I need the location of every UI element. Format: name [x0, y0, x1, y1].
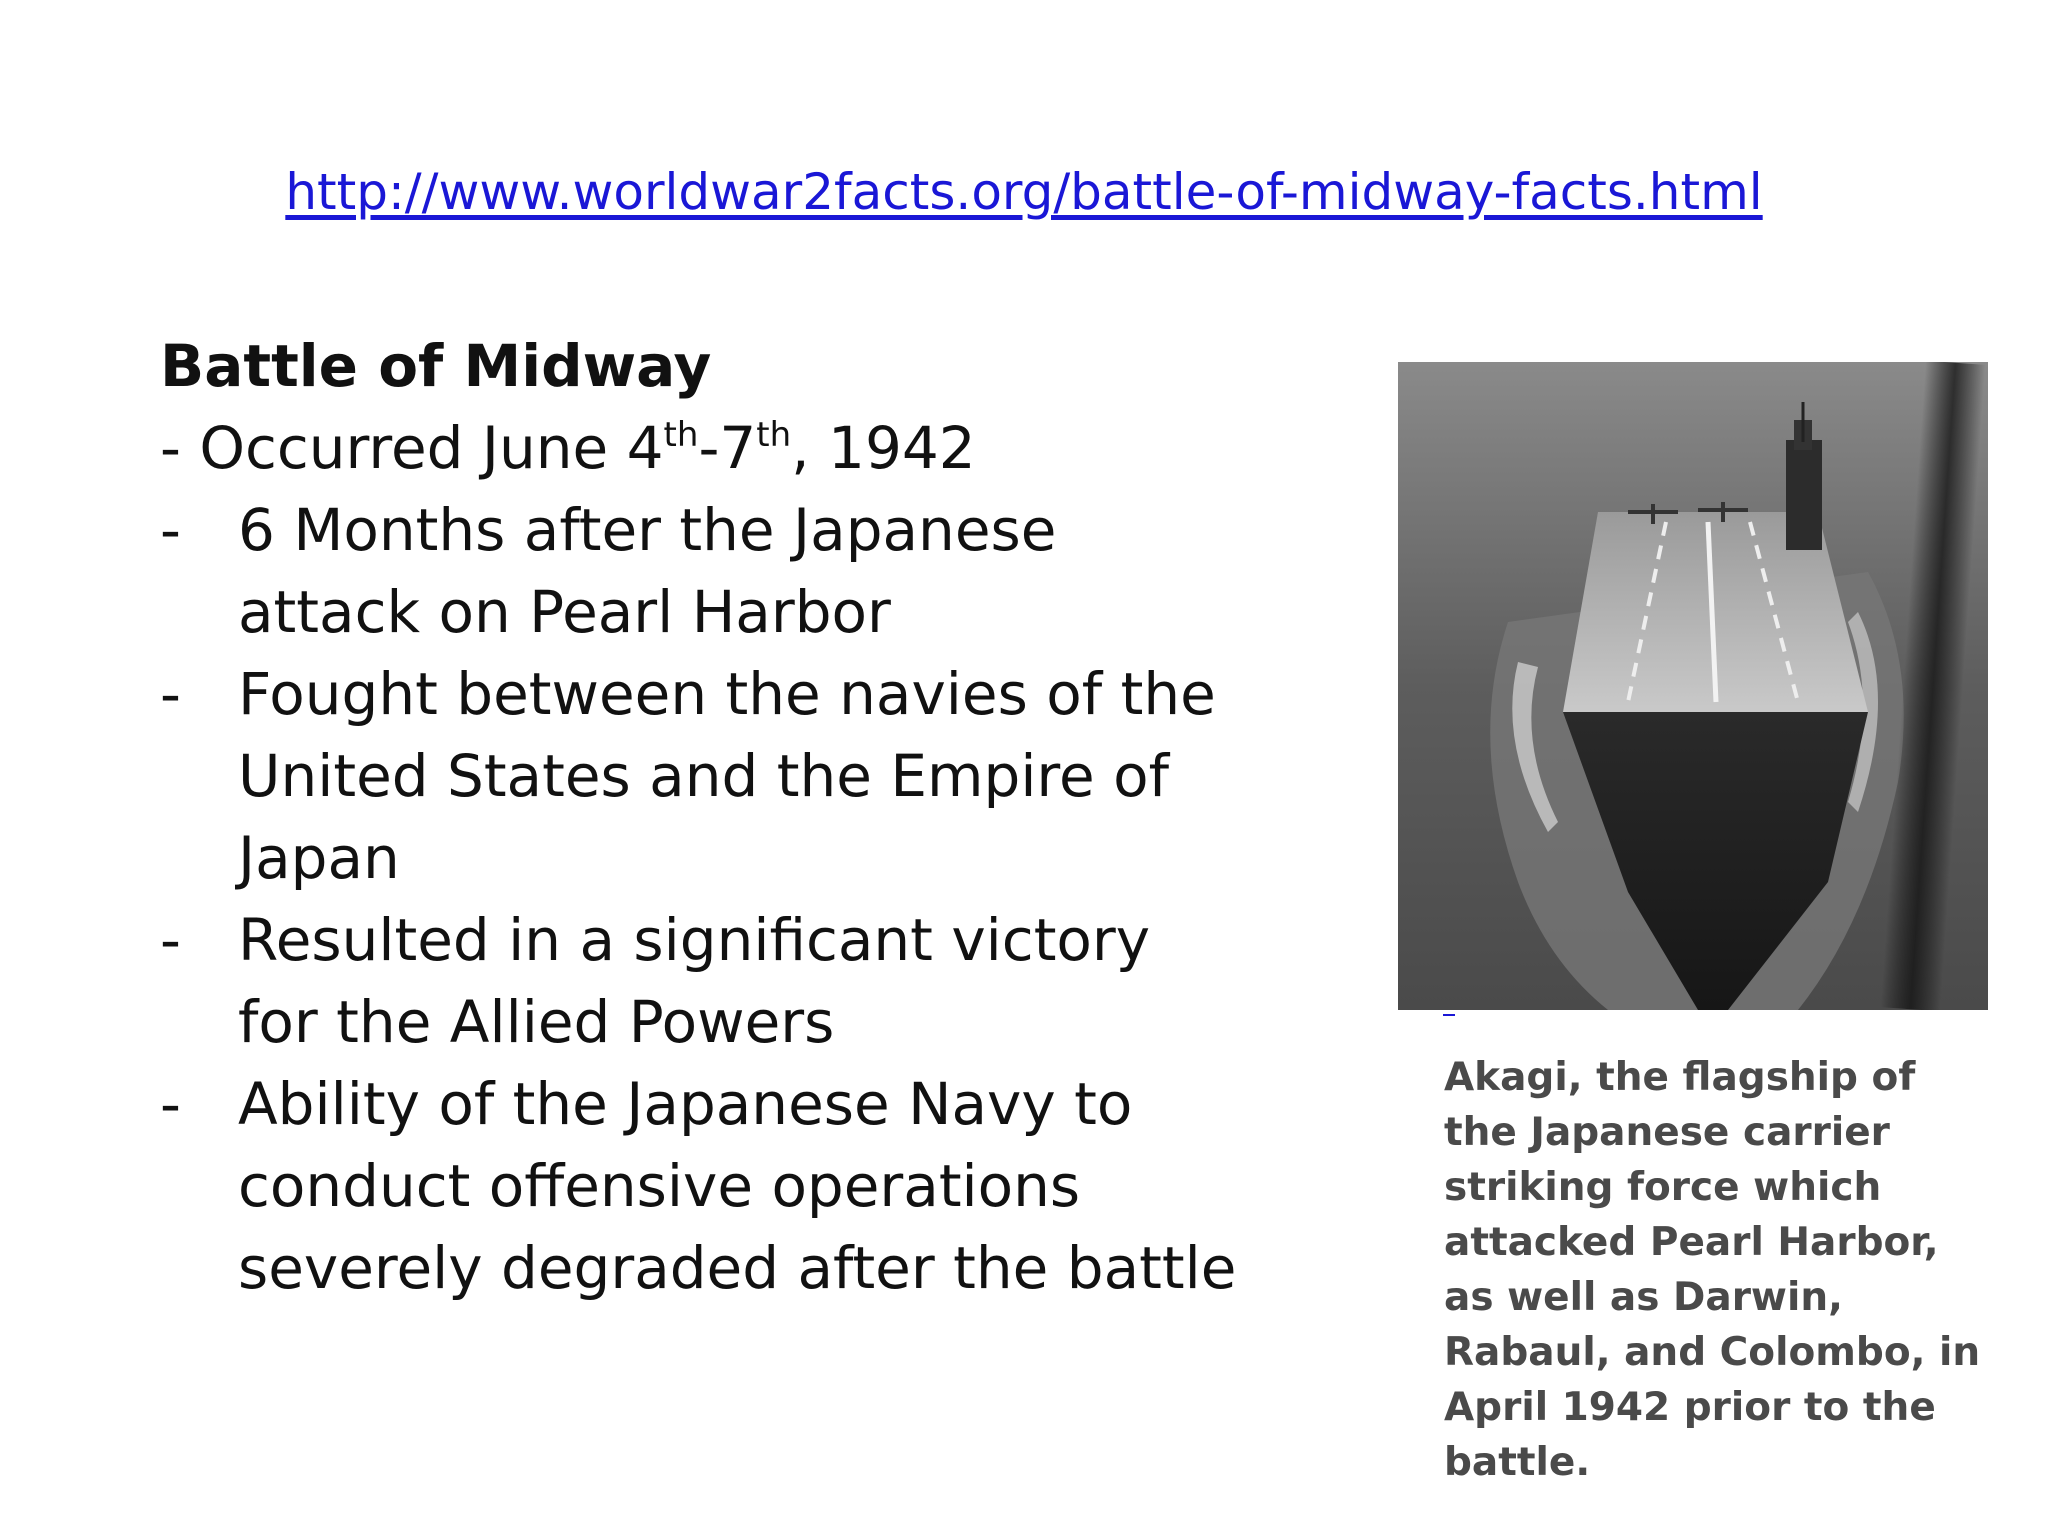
bullet-text: Resulted in a significant victory for the Allied Powers [238, 906, 1151, 1056]
date-superscript-1: th [663, 415, 699, 455]
bullet-item [160, 489, 1240, 653]
bullet-text: 6 Months after the Japanese attack on Pearl Harbor [238, 496, 1057, 646]
bullet-list [160, 489, 1240, 1309]
bullet-text: Fought between the navies of the United States and the Empire of Japan [238, 660, 1216, 892]
bullet-dash: - [160, 906, 181, 974]
main-content [160, 325, 1240, 1309]
source-link-container [0, 158, 2048, 226]
bullet-item [160, 653, 1240, 899]
bullet-dash: - [160, 496, 181, 564]
bullet-item [160, 1063, 1240, 1309]
date-line-middle: -7 [698, 414, 757, 482]
bullet-dash: - [160, 1070, 181, 1138]
date-superscript-2: th [756, 415, 792, 455]
date-line-prefix: - Occurred June 4 [160, 414, 664, 482]
bullet-dash: - [160, 660, 181, 728]
slide-title: Battle of Midway [160, 332, 712, 400]
image-link-mark[interactable] [1443, 1002, 1455, 1016]
aircraft-carrier-image [1398, 362, 1988, 1010]
date-line-suffix: , 1942 [791, 414, 976, 482]
carrier-photo [1398, 362, 1988, 1010]
bullet-text: Ability of the Japanese Navy to conduct offensive operations severely degraded after the battle [238, 1070, 1237, 1302]
date-line [160, 407, 1240, 489]
image-caption: Akagi, the flagship of the Japanese carrier striking force which attacked Pearl Harbor, as well as Darwin, Rabaul, and Colombo, in April 1942 prior to the battle. [1444, 1055, 1981, 1485]
source-link[interactable]: http://www.worldwar2facts.org/battle-of-midway-facts.html [285, 163, 1763, 221]
bullet-item [160, 899, 1240, 1063]
